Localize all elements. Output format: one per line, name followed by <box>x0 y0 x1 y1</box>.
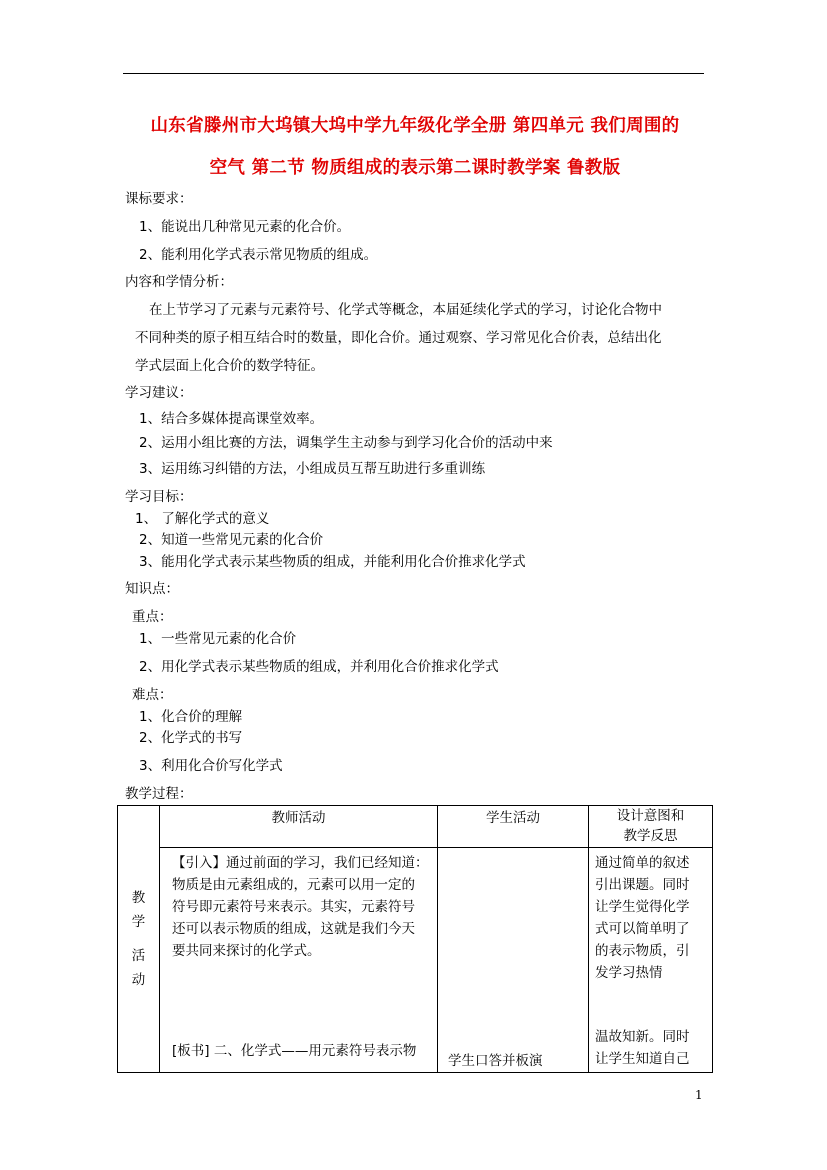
document-title-line1: 山东省滕州市大坞镇大坞中学九年级化学全册 第四单元 我们周围的 <box>150 116 680 136</box>
analysis-heading: 内容和学情分析： <box>125 274 233 290</box>
side-label-char: 动 <box>131 972 146 988</box>
curriculum-heading: 课标要求： <box>125 191 193 207</box>
suggestion-item: 1、结合多媒体提高课堂效率。 <box>139 411 324 427</box>
teacher-board-line: [板书] 二、化学式——用元素符号表示物 <box>172 1043 417 1059</box>
header-teacher-activity: 教师活动 <box>160 806 438 848</box>
analysis-line: 学式层面上化合价的数学特征。 <box>135 358 324 374</box>
knowledge-heading: 知识点： <box>125 581 179 597</box>
design-line: 让学生知道自己 <box>595 1051 690 1067</box>
student-activity-cell <box>438 848 589 1073</box>
header-design-line: 教学反思 <box>623 828 678 844</box>
difficult-point-item: 2、化学式的书写 <box>139 730 243 746</box>
design-line: 发学习热情 <box>595 965 663 981</box>
teacher-line: 【引入】通过前面的学习，我们已经知道： <box>172 855 429 871</box>
table-header-row <box>118 806 713 848</box>
header-design-line: 设计意图和 <box>616 808 685 824</box>
table-row <box>118 848 713 1073</box>
design-line: 让学生觉得化学 <box>595 899 690 915</box>
analysis-line: 在上节学习了元素与元素符号、化学式等概念，本届延续化学式的学习，讨论化合物中 <box>149 302 662 318</box>
side-label-char: 活 <box>131 948 146 964</box>
header-design-intent <box>589 806 713 848</box>
difficult-point-item: 1、化合价的理解 <box>139 709 243 725</box>
teacher-line: 要共同来探讨的化学式。 <box>172 943 321 959</box>
side-label-char: 教 <box>131 890 146 906</box>
suggestion-item: 2、运用小组比赛的方法，调集学生主动参与到学习化合价的活动中来 <box>139 435 553 451</box>
difficult-point-item: 3、利用化合价写化学式 <box>139 758 283 774</box>
design-line: 引出课题。同时 <box>595 877 690 893</box>
design-intent-cell <box>589 848 713 1073</box>
teacher-line: 符号即元素符号来表示。其实，元素符号 <box>172 899 415 915</box>
curriculum-item: 2、能利用化学式表示常见物质的组成。 <box>139 247 378 263</box>
curriculum-item: 1、能说出几种常见元素的化合价。 <box>139 219 351 235</box>
design-line: 通过简单的叙述 <box>595 855 690 871</box>
analysis-line: 不同种类的原子相互结合时的数量，即化合价。通过观察、学习常见化合价表，总结出化 <box>135 330 662 346</box>
goal-item: 2、知道一些常见元素的化合价 <box>139 532 324 548</box>
header-student-activity: 学生活动 <box>438 806 589 848</box>
side-label-char: 学 <box>131 914 146 930</box>
student-line: 学生口答并板演 <box>448 1053 543 1069</box>
suggestion-item: 3、运用练习纠错的方法，小组成员互帮互助进行多重训练 <box>139 461 486 477</box>
suggestions-heading: 学习建议： <box>125 385 193 401</box>
design-line: 温故知新。同时 <box>595 1029 690 1045</box>
difficult-points-heading: 难点： <box>132 687 173 703</box>
document-title-line2: 空气 第二节 物质组成的表示第二课时教学案 鲁教版 <box>209 158 621 178</box>
process-heading: 教学过程： <box>125 786 193 802</box>
page-number: 1 <box>695 1088 703 1102</box>
goal-item: 3、能用化学式表示某些物质的组成，并能利用化合价推求化学式 <box>139 554 526 570</box>
key-point-item: 2、用化学式表示某些物质的组成，并利用化合价推求化学式 <box>139 659 499 675</box>
side-label-cell <box>118 806 160 1073</box>
key-points-heading: 重点： <box>132 609 173 625</box>
goal-item: 1、 了解化学式的意义 <box>135 511 270 527</box>
header-rule <box>123 73 704 74</box>
goals-heading: 学习目标： <box>125 489 193 505</box>
teacher-line: 物质是由元素组成的，元素可以用一定的 <box>172 877 415 893</box>
design-line: 的表示物质，引 <box>595 943 690 959</box>
design-line: 式可以简单明了 <box>595 921 690 937</box>
teaching-process-table <box>117 805 713 1073</box>
teacher-line: 还可以表示物质的组成，这就是我们今天 <box>172 921 415 937</box>
key-point-item: 1、一些常见元素的化合价 <box>139 631 297 647</box>
teacher-activity-cell <box>160 848 438 1073</box>
